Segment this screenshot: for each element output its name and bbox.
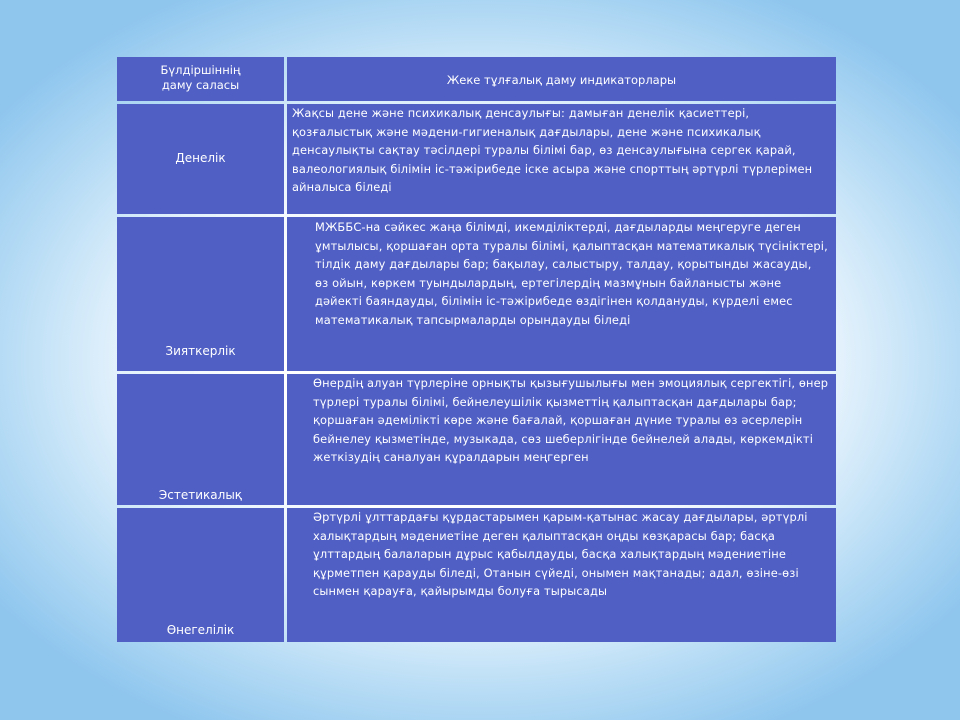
header-cell-indicators bbox=[287, 57, 836, 101]
row-intellectual-description-cell bbox=[287, 217, 836, 371]
description-aesthetic: Өнердің алуан түрлеріне орнықты қызығушылығы мен эмоциялық сергектігі, өнер түрлері туралы білімі, бейнелеушілік қызметтің қалыптасқан дағдылары бар; қоршаған әдемілікті көре және бағалай, қоршаған дүние туралы өз әсерлерін бейнелеу қызметінде, музыкада, сөз шеберлігінде бейнелей алады, көркемдікті жеткізудің саналуан құралдарын меңгерген bbox=[313, 376, 829, 465]
area-label-physical: Денелік bbox=[175, 151, 226, 165]
row-physical-description-cell bbox=[287, 104, 836, 214]
area-label-intellectual: Зияткерлік bbox=[165, 344, 236, 358]
row-intellectual-area-cell bbox=[117, 217, 284, 371]
row-moral-area-cell bbox=[117, 508, 284, 642]
area-label-moral: Өнегелілік bbox=[166, 623, 235, 637]
description-moral: Әртүрлі ұлттардағы құрдастарымен қарым-қатынас жасау дағдылары, әртүрлі халықтардың мәдениетіне деген қалыптасқан оңды көзқарасы бар; басқа ұлттардың балаларын дұрыс қабылдауды, басқа халықтардың мәдениетіне құрметпен қарауды біледі, Отанын сүйеді, онымен мақтанады; адал, өзіне-өзі сынмен қарауға, қайырымды болуға тырысады bbox=[313, 510, 808, 599]
row-moral-description-cell bbox=[287, 508, 836, 642]
row-aesthetic-description-cell bbox=[287, 374, 836, 505]
row-aesthetic-area-cell bbox=[117, 374, 284, 505]
row-physical-area-cell bbox=[117, 104, 284, 214]
area-label-aesthetic: Эстетикалық bbox=[158, 488, 243, 502]
header-development-area-label: Бүлдіршіннің даму саласы bbox=[160, 63, 241, 92]
description-physical: Жақсы дене және психикалық денсаулығы: дамыған денелік қасиеттері, қозғалыстық және мәдени-гигиеналық дағдылары, дене және психикалық денсаулықты сақтау тәсілдері туралы білімі бар, өз денсаулығына сергек қарай, валеологиялық білімін іс-тәжірибеде іске асыра және спорттың әртүрлі түрлерімен айналыса біледі bbox=[292, 106, 813, 195]
header-cell-development-area bbox=[117, 57, 284, 101]
description-intellectual: МЖББС-на сәйкес жаңа білімді, икемділіктерді, дағдыларды меңгеруге деген ұмтылысы, қоршаған орта туралы білімі, қалыптасқан математикалық түсініктері, тілдік даму дағдылары бар; бақылау, салыстыру, талдау, қорытынды жасауды, өз ойын, көркем туындылардың, ертегілердің мазмұнын байланысты және дәйекті баяндауды, білімін іс-тәжірибеде өздігінен қолдануды, күрделі емес математикалық тапсырмаларды орындауды біледі bbox=[315, 220, 828, 327]
development-indicators-table bbox=[117, 57, 836, 642]
header-indicators-label: Жеке тұлғалық даму индикаторлары bbox=[446, 73, 677, 87]
